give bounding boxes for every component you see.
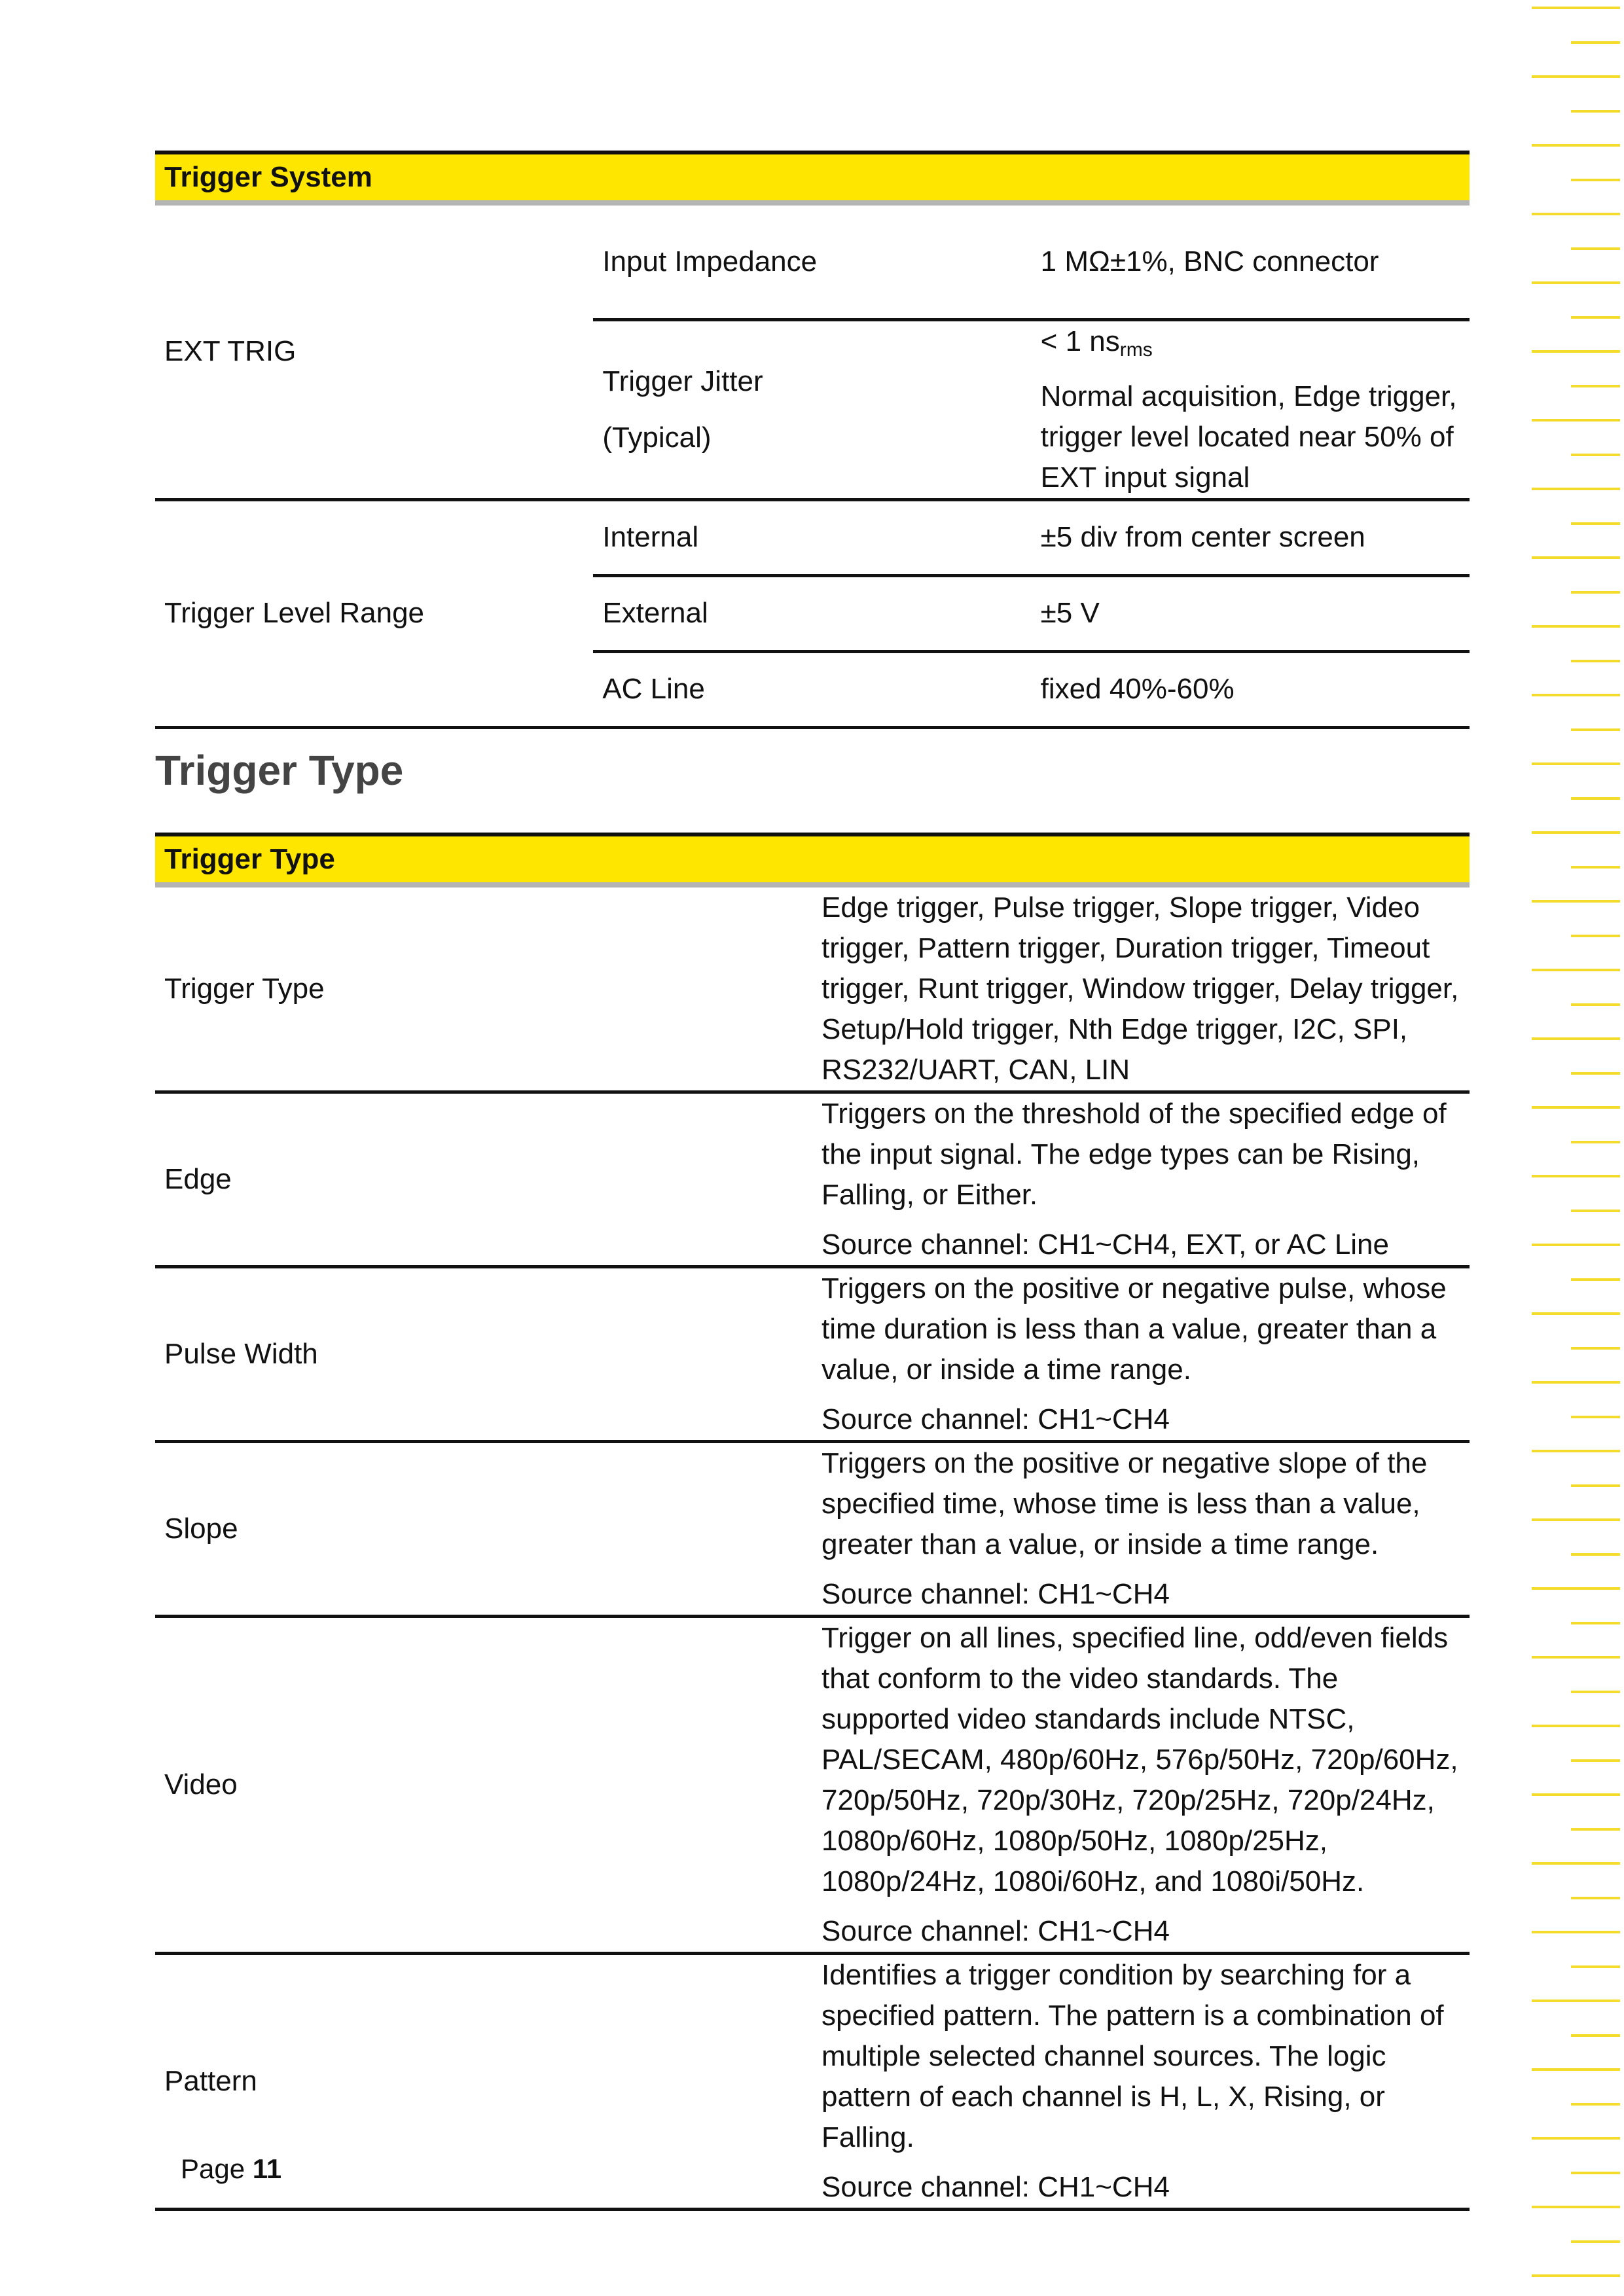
stripe-dash [1571, 2103, 1620, 2106]
table-row [155, 885, 1470, 1092]
stripe-dash [1571, 522, 1620, 525]
stripe-dash [1571, 2172, 1620, 2174]
level-row-name: AC Line [593, 651, 1031, 727]
stripe-dash [1532, 1312, 1620, 1315]
stripe-dash [1532, 2274, 1620, 2277]
trigger-type-source: Source channel: CH1~CH4 [821, 1578, 1170, 1610]
trigger-type-desc: Edge trigger, Pulse trigger, Slope trigger, Video trigger, Pattern trigger, Duration trigger, Timeout trigger, Runt trigger, Window trigger, Delay trigger, Setup/Hold trigger, Nth Edge trigger, I2C, SPI, RS232/UART, CAN, LIN [812, 885, 1470, 1092]
table-row [155, 1617, 1470, 1954]
stripe-dash [1571, 1347, 1620, 1350]
stripe-dash [1532, 1244, 1620, 1246]
stripe-dash [1571, 1141, 1620, 1143]
jitter-value-subscript: rms [1119, 338, 1153, 361]
stripe-dash [1532, 1587, 1620, 1590]
stripe-dash [1571, 1828, 1620, 1831]
level-row-value: fixed 40%-60% [1032, 651, 1470, 727]
stripe-dash [1532, 1450, 1620, 1452]
stripe-dash [1532, 1931, 1620, 1933]
stripe-dash [1571, 385, 1620, 387]
stripe-dash [1532, 762, 1620, 765]
stripe-dash [1532, 419, 1620, 422]
table-row [155, 1092, 1470, 1267]
stripe-dash [1571, 110, 1620, 113]
stripe-dash [1532, 488, 1620, 490]
page-number: 11 [252, 2153, 282, 2184]
trigger-jitter-label [593, 319, 1031, 499]
jitter-label-line1: Trigger Jitter [602, 365, 763, 397]
trigger-type-cell [812, 1617, 1470, 1954]
trigger-type-name: Video [155, 1617, 812, 1954]
jitter-value: < 1 ns [1040, 325, 1120, 357]
trigger-type-name: Pulse Width [155, 1267, 812, 1442]
input-impedance-value: 1 MΩ±1%, BNC connector [1032, 203, 1470, 319]
stripe-dash [1532, 1106, 1620, 1109]
stripe-dash [1571, 1897, 1620, 1899]
jitter-note: Normal acquisition, Edge trigger, trigger level located near 50% of EXT input signal [1040, 380, 1457, 493]
table-row [155, 1442, 1470, 1617]
stripe-dash [1532, 75, 1620, 78]
stripe-dash [1532, 7, 1620, 9]
stripe-dash [1571, 1416, 1620, 1418]
trigger-type-name: Trigger Type [155, 885, 812, 1092]
stripe-dash [1571, 454, 1620, 456]
stripe-dash [1571, 1553, 1620, 1556]
stripe-dash [1571, 1484, 1620, 1487]
stripe-dash [1571, 1003, 1620, 1006]
stripe-dash [1571, 1691, 1620, 1693]
stripe-dash [1571, 247, 1620, 250]
stripe-dash [1532, 1175, 1620, 1177]
jitter-label-line2: (Typical) [602, 421, 712, 454]
table-header: Trigger Type [155, 834, 1470, 885]
stripe-dash [1532, 556, 1620, 559]
trigger-type-cell [812, 1954, 1470, 2210]
stripe-dash [1532, 1656, 1620, 1659]
stripe-dash [1571, 591, 1620, 594]
page-footer [181, 2153, 281, 2185]
stripe-dash [1532, 1793, 1620, 1796]
trigger-type-desc: Triggers on the positive or negative pulse, whose time duration is less than a value, greater than a value, or inside a time range. [821, 1272, 1447, 1386]
trigger-type-source: Source channel: CH1~CH4 [821, 2171, 1170, 2203]
stripe-dash [1532, 1518, 1620, 1521]
trigger-type-desc: Identifies a trigger condition by searching for a specified pattern. The pattern is a combination of multiple selected channel sources. The logic pattern of each channel is H, L, X, Rising, or Falling. [821, 1959, 1444, 2153]
stripe-dash [1532, 831, 1620, 834]
stripe-dash [1571, 1278, 1620, 1281]
trigger-type-cell [812, 1092, 1470, 1267]
trigger-type-desc: Triggers on the threshold of the specified edge of the input signal. The edge types can be Rising, Falling, or Either. [821, 1098, 1447, 1211]
stripe-dash [1532, 1725, 1620, 1727]
level-row-value: ±5 V [1032, 575, 1470, 651]
stripe-dash [1571, 1072, 1620, 1075]
stripe-dash [1571, 179, 1620, 181]
trigger-type-cell [812, 1442, 1470, 1617]
trigger-type-source: Source channel: CH1~CH4 [821, 1403, 1170, 1435]
trigger-type-name: Pattern [155, 1954, 812, 2210]
stripe-dash [1532, 1037, 1620, 1040]
stripe-dash [1571, 1759, 1620, 1762]
stripe-dash [1532, 2000, 1620, 2002]
stripe-dash [1532, 969, 1620, 971]
trigger-type-cell [812, 1267, 1470, 1442]
stripe-dash [1532, 694, 1620, 696]
stripe-dash [1532, 2206, 1620, 2208]
page-label: Page [181, 2153, 245, 2184]
stripe-dash [1532, 350, 1620, 353]
stripe-dash [1532, 1381, 1620, 1384]
stripe-dash [1571, 1622, 1620, 1624]
stripe-dash [1571, 660, 1620, 662]
stripe-dash [1571, 866, 1620, 869]
stripe-dash [1532, 2068, 1620, 2071]
stripe-dash [1571, 41, 1620, 44]
table-header: Trigger System [155, 152, 1470, 203]
table-row [155, 1954, 1470, 2210]
stripe-dash [1571, 1210, 1620, 1212]
level-row-name: External [593, 575, 1031, 651]
stripe-dash [1571, 728, 1620, 731]
stripe-dash [1532, 213, 1620, 215]
stripe-dash [1571, 1965, 1620, 1968]
stripe-dash [1532, 900, 1620, 903]
trigger-type-source: Source channel: CH1~CH4 [821, 1915, 1170, 1947]
level-row-name: Internal [593, 499, 1031, 575]
stripe-dash [1571, 2240, 1620, 2243]
stripe-dash [1532, 625, 1620, 628]
trigger-type-name: Slope [155, 1442, 812, 1617]
input-impedance-label: Input Impedance [593, 203, 1031, 319]
trigger-level-range-label: Trigger Level Range [155, 499, 593, 727]
stripe-dash [1571, 797, 1620, 800]
stripe-dash [1532, 2137, 1620, 2140]
ext-trig-label: EXT TRIG [155, 203, 593, 499]
trigger-type-name: Edge [155, 1092, 812, 1267]
trigger-type-source: Source channel: CH1~CH4, EXT, or AC Line [821, 1229, 1390, 1261]
trigger-type-desc: Triggers on the positive or negative slope of the specified time, whose time is less than a value, greater than a value, or inside a time range. [821, 1447, 1428, 1560]
table-row [155, 1267, 1470, 1442]
stripe-dash [1571, 935, 1620, 937]
stripe-dash [1571, 316, 1620, 319]
trigger-type-desc: Trigger on all lines, specified line, odd/even fields that conform to the video standards. The supported video standards include NTSC, PAL/SECAM, 480p/60Hz, 576p/50Hz, 720p/60Hz, 720p/50Hz, 720p/30Hz, 720p/25Hz, 720p/24Hz, 1080p/60Hz, 1080p/50Hz, 1080p/25Hz, 1080p/24Hz, 1080i/60Hz, and 1080i/50Hz. [821, 1622, 1458, 1897]
trigger-system-table [155, 151, 1470, 729]
level-row-value: ±5 div from center screen [1032, 499, 1470, 575]
decorative-stripe [1525, 0, 1624, 2296]
stripe-dash [1532, 1862, 1620, 1865]
stripe-dash [1571, 2034, 1620, 2037]
stripe-dash [1532, 144, 1620, 147]
trigger-jitter-value [1032, 319, 1470, 499]
section-title: Trigger Type [155, 747, 404, 794]
stripe-dash [1532, 281, 1620, 284]
trigger-type-table [155, 833, 1470, 2211]
